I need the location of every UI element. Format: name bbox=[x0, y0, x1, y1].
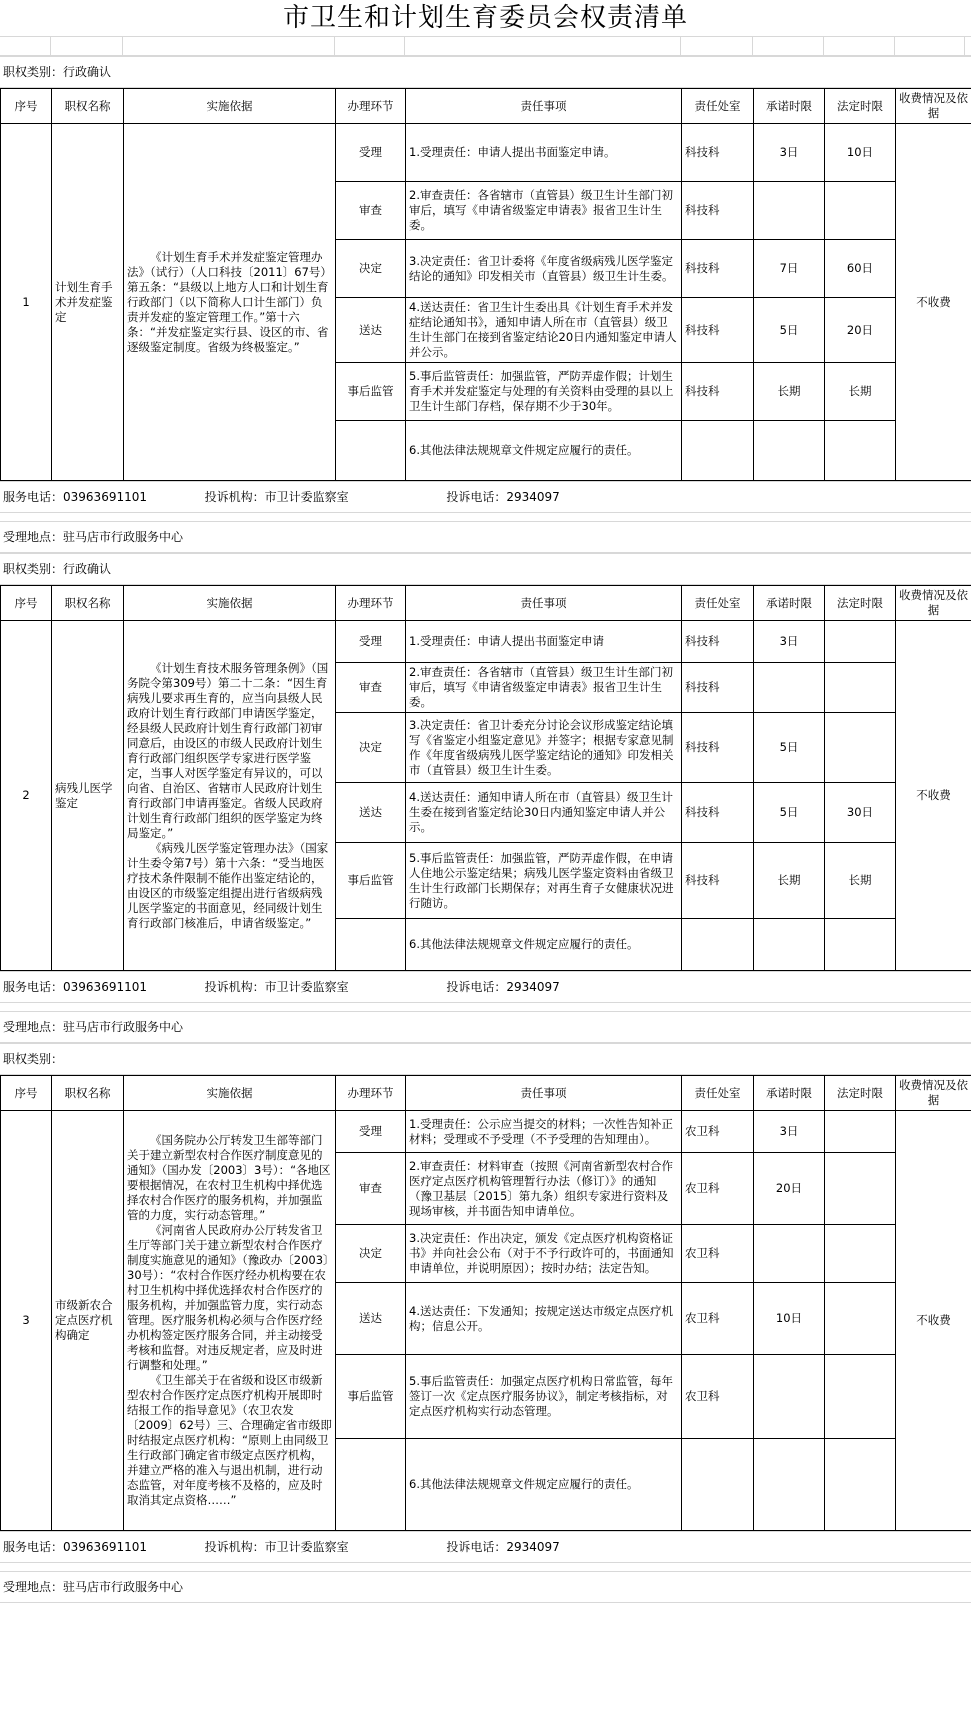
cell-promise bbox=[754, 421, 825, 481]
complaint-phone-label: 投诉电话： bbox=[446, 490, 507, 504]
cell-promise bbox=[754, 919, 825, 971]
phone-label: 服务电话： bbox=[3, 1540, 64, 1554]
cell-responsibility: 1.受理责任：申请人提出书面鉴定申请 bbox=[406, 621, 682, 663]
basis-paragraph: 《计划生育手术并发症鉴定管理办法》（试行）（人口科技〔2011〕67号）第五条：“县级以上地方人口和计划生育行政部门（以下简称人口计生部门）负责并发症的鉴定管理工作。”第十六条：“并发症鉴定实行县、设区的市、省逐级鉴定制度。省级为终极鉴定。” bbox=[127, 249, 332, 354]
cell-stage bbox=[336, 421, 406, 481]
cell-dept: 农卫科 bbox=[682, 1283, 754, 1355]
complaint-org: 市卫计委监察室 bbox=[264, 980, 349, 994]
authority-table bbox=[0, 585, 971, 971]
cell-legal: 10日 bbox=[825, 124, 896, 182]
cell-fee: 不收费 bbox=[896, 124, 971, 481]
header-resp: 责任事项 bbox=[406, 586, 682, 621]
header-legal: 法定时限 bbox=[825, 586, 896, 621]
header-name: 职权名称 bbox=[52, 586, 124, 621]
cell-no: 3 bbox=[1, 1111, 52, 1531]
cell-legal: 长期 bbox=[825, 363, 896, 421]
header-name: 职权名称 bbox=[52, 89, 124, 124]
cell-dept: 科技科 bbox=[682, 843, 754, 919]
cell-stage: 送达 bbox=[336, 1283, 406, 1355]
cell-legal bbox=[825, 1283, 896, 1355]
location-label: 受理地点： bbox=[3, 1020, 64, 1034]
category-line bbox=[0, 553, 971, 585]
cell-legal bbox=[825, 1111, 896, 1153]
cell-stage: 决定 bbox=[336, 240, 406, 298]
cell-responsibility: 1.受理责任：申请人提出书面鉴定申请。 bbox=[406, 124, 682, 182]
authority-section bbox=[0, 56, 971, 553]
cell-basis bbox=[124, 124, 336, 481]
complaint-phone: 2934097 bbox=[506, 1540, 560, 1554]
cell-promise: 7日 bbox=[754, 240, 825, 298]
cell-promise: 20日 bbox=[754, 1153, 825, 1225]
blank-grid-row bbox=[0, 36, 971, 56]
cell-stage: 送达 bbox=[336, 783, 406, 843]
category-value: 行政确认 bbox=[63, 562, 112, 576]
header-fee: 收费情况及依据 bbox=[896, 586, 971, 621]
cell-authority-name: 计划生育手术并发症鉴定 bbox=[52, 124, 124, 481]
cell-responsibility: 5.事后监管责任：加强监管，严防弄虚作假；计划生育手术并发症鉴定与处理的有关资料由受理的县以上卫生计生部门存档，保存期不少于30年。 bbox=[406, 363, 682, 421]
header-name: 职权名称 bbox=[52, 1076, 124, 1111]
cell-stage: 决定 bbox=[336, 1225, 406, 1283]
cell-promise: 5日 bbox=[754, 713, 825, 783]
complaint-org-label: 投诉机构： bbox=[204, 1540, 265, 1554]
cell-promise: 5日 bbox=[754, 783, 825, 843]
cell-promise bbox=[754, 1439, 825, 1531]
cell-responsibility: 6.其他法律法规规章文件规定应履行的责任。 bbox=[406, 1439, 682, 1531]
category-line bbox=[0, 56, 971, 88]
complaint-phone: 2934097 bbox=[506, 490, 560, 504]
cell-legal bbox=[825, 182, 896, 240]
header-stage: 办理环节 bbox=[336, 1076, 406, 1111]
cell-responsibility: 5.事后监管责任：加强监管，严防弄虚作假，在申请人住地公示鉴定结果；病残儿医学鉴定资料由省级卫生计生行政部门长期保存；对再生育子女健康状况进行随访。 bbox=[406, 843, 682, 919]
complaint-phone: 2934097 bbox=[506, 980, 560, 994]
phone-label: 服务电话： bbox=[3, 490, 64, 504]
table-row bbox=[1, 621, 971, 663]
cell-stage: 事后监管 bbox=[336, 843, 406, 919]
cell-legal bbox=[825, 1355, 896, 1439]
contact-line bbox=[0, 971, 971, 1003]
cell-legal: 30日 bbox=[825, 783, 896, 843]
cell-promise: 长期 bbox=[754, 843, 825, 919]
service-phone: 03963691101 bbox=[63, 980, 147, 994]
cell-dept bbox=[682, 919, 754, 971]
header-legal: 法定时限 bbox=[825, 1076, 896, 1111]
category-line bbox=[0, 1043, 971, 1075]
cell-legal: 20日 bbox=[825, 298, 896, 363]
cell-dept: 农卫科 bbox=[682, 1111, 754, 1153]
location-line bbox=[0, 521, 971, 553]
cell-promise: 10日 bbox=[754, 1283, 825, 1355]
category-label: 职权类别： bbox=[3, 1052, 64, 1066]
cell-promise: 长期 bbox=[754, 363, 825, 421]
cell-authority-name: 病残儿医学鉴定 bbox=[52, 621, 124, 971]
header-stage: 办理环节 bbox=[336, 89, 406, 124]
cell-legal bbox=[825, 1225, 896, 1283]
header-fee: 收费情况及依据 bbox=[896, 1076, 971, 1111]
location-value: 驻马店市行政服务中心 bbox=[63, 530, 184, 544]
header-resp: 责任事项 bbox=[406, 1076, 682, 1111]
complaint-org: 市卫计委监察室 bbox=[264, 1540, 349, 1554]
cell-promise: 3日 bbox=[754, 1111, 825, 1153]
category-label: 职权类别： bbox=[3, 562, 64, 576]
cell-stage bbox=[336, 1439, 406, 1531]
complaint-org-label: 投诉机构： bbox=[204, 490, 265, 504]
cell-stage: 决定 bbox=[336, 713, 406, 783]
complaint-phone-label: 投诉电话： bbox=[446, 980, 507, 994]
cell-stage: 送达 bbox=[336, 298, 406, 363]
header-legal: 法定时限 bbox=[825, 89, 896, 124]
header-promise: 承诺时限 bbox=[754, 1076, 825, 1111]
service-phone: 03963691101 bbox=[63, 490, 147, 504]
cell-dept: 科技科 bbox=[682, 298, 754, 363]
cell-dept: 科技科 bbox=[682, 182, 754, 240]
cell-promise: 3日 bbox=[754, 124, 825, 182]
cell-legal bbox=[825, 1153, 896, 1225]
category-label: 职权类别： bbox=[3, 65, 64, 79]
cell-promise: 3日 bbox=[754, 621, 825, 663]
cell-responsibility: 2.审查责任：材料审查（按照《河南省新型农村合作医疗定点医疗机构管理暂行办法（修订）》的通知（豫卫基层〔2015〕第九条）组织专家进行资料及现场审核，并书面告知申请单位。 bbox=[406, 1153, 682, 1225]
cell-stage: 审查 bbox=[336, 1153, 406, 1225]
cell-responsibility: 2.审查责任：各省辖市（直管县）级卫生计生部门初审后，填写《申请省级鉴定申请表》报省卫生计生委。 bbox=[406, 663, 682, 713]
header-stage: 办理环节 bbox=[336, 586, 406, 621]
cell-dept: 科技科 bbox=[682, 124, 754, 182]
cell-dept: 科技科 bbox=[682, 783, 754, 843]
cell-legal bbox=[825, 713, 896, 783]
location-value: 驻马店市行政服务中心 bbox=[63, 1020, 184, 1034]
cell-stage: 审查 bbox=[336, 182, 406, 240]
service-phone: 03963691101 bbox=[63, 1540, 147, 1554]
cell-promise bbox=[754, 1355, 825, 1439]
cell-promise bbox=[754, 182, 825, 240]
complaint-phone-label: 投诉电话： bbox=[446, 1540, 507, 1554]
cell-responsibility: 3.决定责任：省卫计委将《年度省级病残儿医学鉴定结论的通知》印发相关市（直管县）级卫生计生委。 bbox=[406, 240, 682, 298]
cell-stage: 事后监管 bbox=[336, 1355, 406, 1439]
cell-responsibility: 6.其他法律法规规章文件规定应履行的责任。 bbox=[406, 421, 682, 481]
complaint-org-label: 投诉机构： bbox=[204, 980, 265, 994]
cell-promise bbox=[754, 1225, 825, 1283]
location-label: 受理地点： bbox=[3, 1580, 64, 1594]
cell-dept: 科技科 bbox=[682, 621, 754, 663]
header-resp: 责任事项 bbox=[406, 89, 682, 124]
cell-legal: 60日 bbox=[825, 240, 896, 298]
cell-authority-name: 市级新农合定点医疗机构确定 bbox=[52, 1111, 124, 1531]
header-dept: 责任处室 bbox=[682, 1076, 754, 1111]
cell-dept: 科技科 bbox=[682, 713, 754, 783]
authority-section bbox=[0, 553, 971, 1043]
location-value: 驻马店市行政服务中心 bbox=[63, 1580, 184, 1594]
cell-promise: 5日 bbox=[754, 298, 825, 363]
cell-responsibility: 5.事后监管责任：加强定点医疗机构日常监管，每年签订一次《定点医疗服务协议》，制定考核指标，对定点医疗机构实行动态管理。 bbox=[406, 1355, 682, 1439]
header-no: 序号 bbox=[1, 89, 52, 124]
basis-paragraph: 《国务院办公厅转发卫生部等部门关于建立新型农村合作医疗制度意见的通知》（国办发〔2003〕3号）：“各地区要根据情况，在农村卫生机构中择优选择农村合作医疗的服务机构，并加强监管的力度，实行动态管理。” bbox=[127, 1133, 331, 1222]
cell-responsibility: 6.其他法律法规规章文件规定应履行的责任。 bbox=[406, 919, 682, 971]
cell-responsibility: 3.决定责任：省卫计委充分讨论会议形成鉴定结论填写《省鉴定小组鉴定意见》并签字；根据专家意见制作《年度省级病残儿医学鉴定结论的通知》印发相关市（直管县）级卫生计生委。 bbox=[406, 713, 682, 783]
header-no: 序号 bbox=[1, 586, 52, 621]
cell-dept: 科技科 bbox=[682, 663, 754, 713]
location-line bbox=[0, 1011, 971, 1043]
cell-legal bbox=[825, 1439, 896, 1531]
cell-basis bbox=[124, 1111, 336, 1531]
table-header-row bbox=[1, 89, 971, 124]
header-basis: 实施依据 bbox=[124, 89, 336, 124]
cell-stage bbox=[336, 919, 406, 971]
header-dept: 责任处室 bbox=[682, 586, 754, 621]
cell-stage: 受理 bbox=[336, 1111, 406, 1153]
table-row bbox=[1, 124, 971, 182]
cell-legal bbox=[825, 421, 896, 481]
cell-dept: 农卫科 bbox=[682, 1225, 754, 1283]
contact-line bbox=[0, 1531, 971, 1563]
basis-paragraph: 《河南省人民政府办公厅转发省卫生厅等部门关于建立新型农村合作医疗制度实施意见的通知》（豫政办〔2003〕30号）：“农村合作医疗经办机构要在农村卫生机构中择优选择农村合作医疗的服务机构，并加强监管力度，实行动态管理。医疗服务机构必须与合作医疗经办机构签定医疗服务合同，并主动接受考核和监督。对违反规定者，应及时进行调整和处理。” bbox=[127, 1223, 329, 1372]
location-label: 受理地点： bbox=[3, 530, 64, 544]
header-basis: 实施依据 bbox=[124, 586, 336, 621]
basis-paragraph: 《卫生部关于在省级和设区市级新型农村合作医疗定点医疗机构开展即时结报工作的指导意见》（农卫农发〔2009〕62号）三、合理确定省市级即时结报定点医疗机构：“原则上由同级卫生行政部门确定省市级定点医疗机构，并建立严格的准入与退出机制，进行动态监管，对年度考核不及格的，应及时取消其定点资格……” bbox=[127, 1373, 332, 1507]
cell-no: 1 bbox=[1, 124, 52, 481]
cell-legal bbox=[825, 663, 896, 713]
basis-paragraph: 《计划生育技术服务管理条例》（国务院令第309号）第二十二条：“因生育病残儿要求再生育的，应当向县级人民政府计划生育行政部门申请医学鉴定，经县级人民政府计划生育行政部门初审同意后，由设区的市级人民政府计划生育行政部门组织医学专家进行医学鉴定，当事人对医学鉴定有异议的，可以向省、自治区、省辖市人民政府计划生育行政部门申请再鉴定。省级人民政府计划生育行政部门组织的医学鉴定为终局鉴定。” bbox=[127, 660, 329, 840]
cell-no: 2 bbox=[1, 621, 52, 971]
contact-line bbox=[0, 481, 971, 513]
cell-fee: 不收费 bbox=[896, 621, 971, 971]
basis-paragraph: 《病残儿医学鉴定管理办法》（国家计生委令第7号）第十六条：“受当地医疗技术条件限制不能作出鉴定结论的，由设区的市级鉴定组提出进行省级病残儿医学鉴定的书面意见，经同级计划生育行政部门核准后，申请省级鉴定。” bbox=[127, 840, 329, 930]
header-basis: 实施依据 bbox=[124, 1076, 336, 1111]
cell-responsibility: 2.审查责任：各省辖市（直管县）级卫生计生部门初审后，填写《申请省级鉴定申请表》报省卫生计生委。 bbox=[406, 182, 682, 240]
phone-label: 服务电话： bbox=[3, 980, 64, 994]
complaint-org: 市卫计委监察室 bbox=[264, 490, 349, 504]
cell-responsibility: 3.决定责任：作出决定，颁发《定点医疗机构资格证书》并向社会公布（对于不予行政许可的，书面通知申请单位，并说明原因）；按时办结；法定告知。 bbox=[406, 1225, 682, 1283]
table-header-row bbox=[1, 586, 971, 621]
category-value: 行政确认 bbox=[63, 65, 112, 79]
cell-responsibility: 1.受理责任：公示应当提交的材料；一次性告知补正材料；受理或不予受理（不予受理的告知理由）。 bbox=[406, 1111, 682, 1153]
header-no: 序号 bbox=[1, 1076, 52, 1111]
cell-responsibility: 4.送达责任：下发通知；按规定送达市级定点医疗机构；信息公开。 bbox=[406, 1283, 682, 1355]
authority-table bbox=[0, 1075, 971, 1531]
authority-section bbox=[0, 1043, 971, 1603]
cell-stage: 事后监管 bbox=[336, 363, 406, 421]
table-header-row bbox=[1, 1076, 971, 1111]
cell-responsibility: 4.送达责任：省卫生计生委出具《计划生育手术并发症结论通知书》，通知申请人所在市（直管县）级卫生计生部门在接到省鉴定结论20日内通知鉴定申请人并公示。 bbox=[406, 298, 682, 363]
header-promise: 承诺时限 bbox=[754, 586, 825, 621]
header-dept: 责任处室 bbox=[682, 89, 754, 124]
cell-dept: 科技科 bbox=[682, 363, 754, 421]
cell-stage: 审查 bbox=[336, 663, 406, 713]
cell-dept bbox=[682, 421, 754, 481]
cell-dept bbox=[682, 1439, 754, 1531]
cell-legal: 长期 bbox=[825, 843, 896, 919]
page-title: 市卫生和计划生育委员会权责清单 bbox=[282, 3, 688, 33]
cell-stage: 受理 bbox=[336, 124, 406, 182]
cell-legal bbox=[825, 919, 896, 971]
cell-legal bbox=[825, 621, 896, 663]
table-row bbox=[1, 1111, 971, 1153]
header-promise: 承诺时限 bbox=[754, 89, 825, 124]
cell-dept: 农卫科 bbox=[682, 1153, 754, 1225]
cell-fee: 不收费 bbox=[896, 1111, 971, 1531]
cell-promise bbox=[754, 663, 825, 713]
location-line bbox=[0, 1571, 971, 1603]
cell-dept: 农卫科 bbox=[682, 1355, 754, 1439]
cell-stage: 受理 bbox=[336, 621, 406, 663]
cell-basis bbox=[124, 621, 336, 971]
cell-dept: 科技科 bbox=[682, 240, 754, 298]
header-fee: 收费情况及依据 bbox=[896, 89, 971, 124]
authority-table bbox=[0, 88, 971, 481]
cell-responsibility: 4.送达责任：通知申请人所在市（直管县）级卫生计生委在接到省鉴定结论30日内通知鉴定申请人并公示。 bbox=[406, 783, 682, 843]
